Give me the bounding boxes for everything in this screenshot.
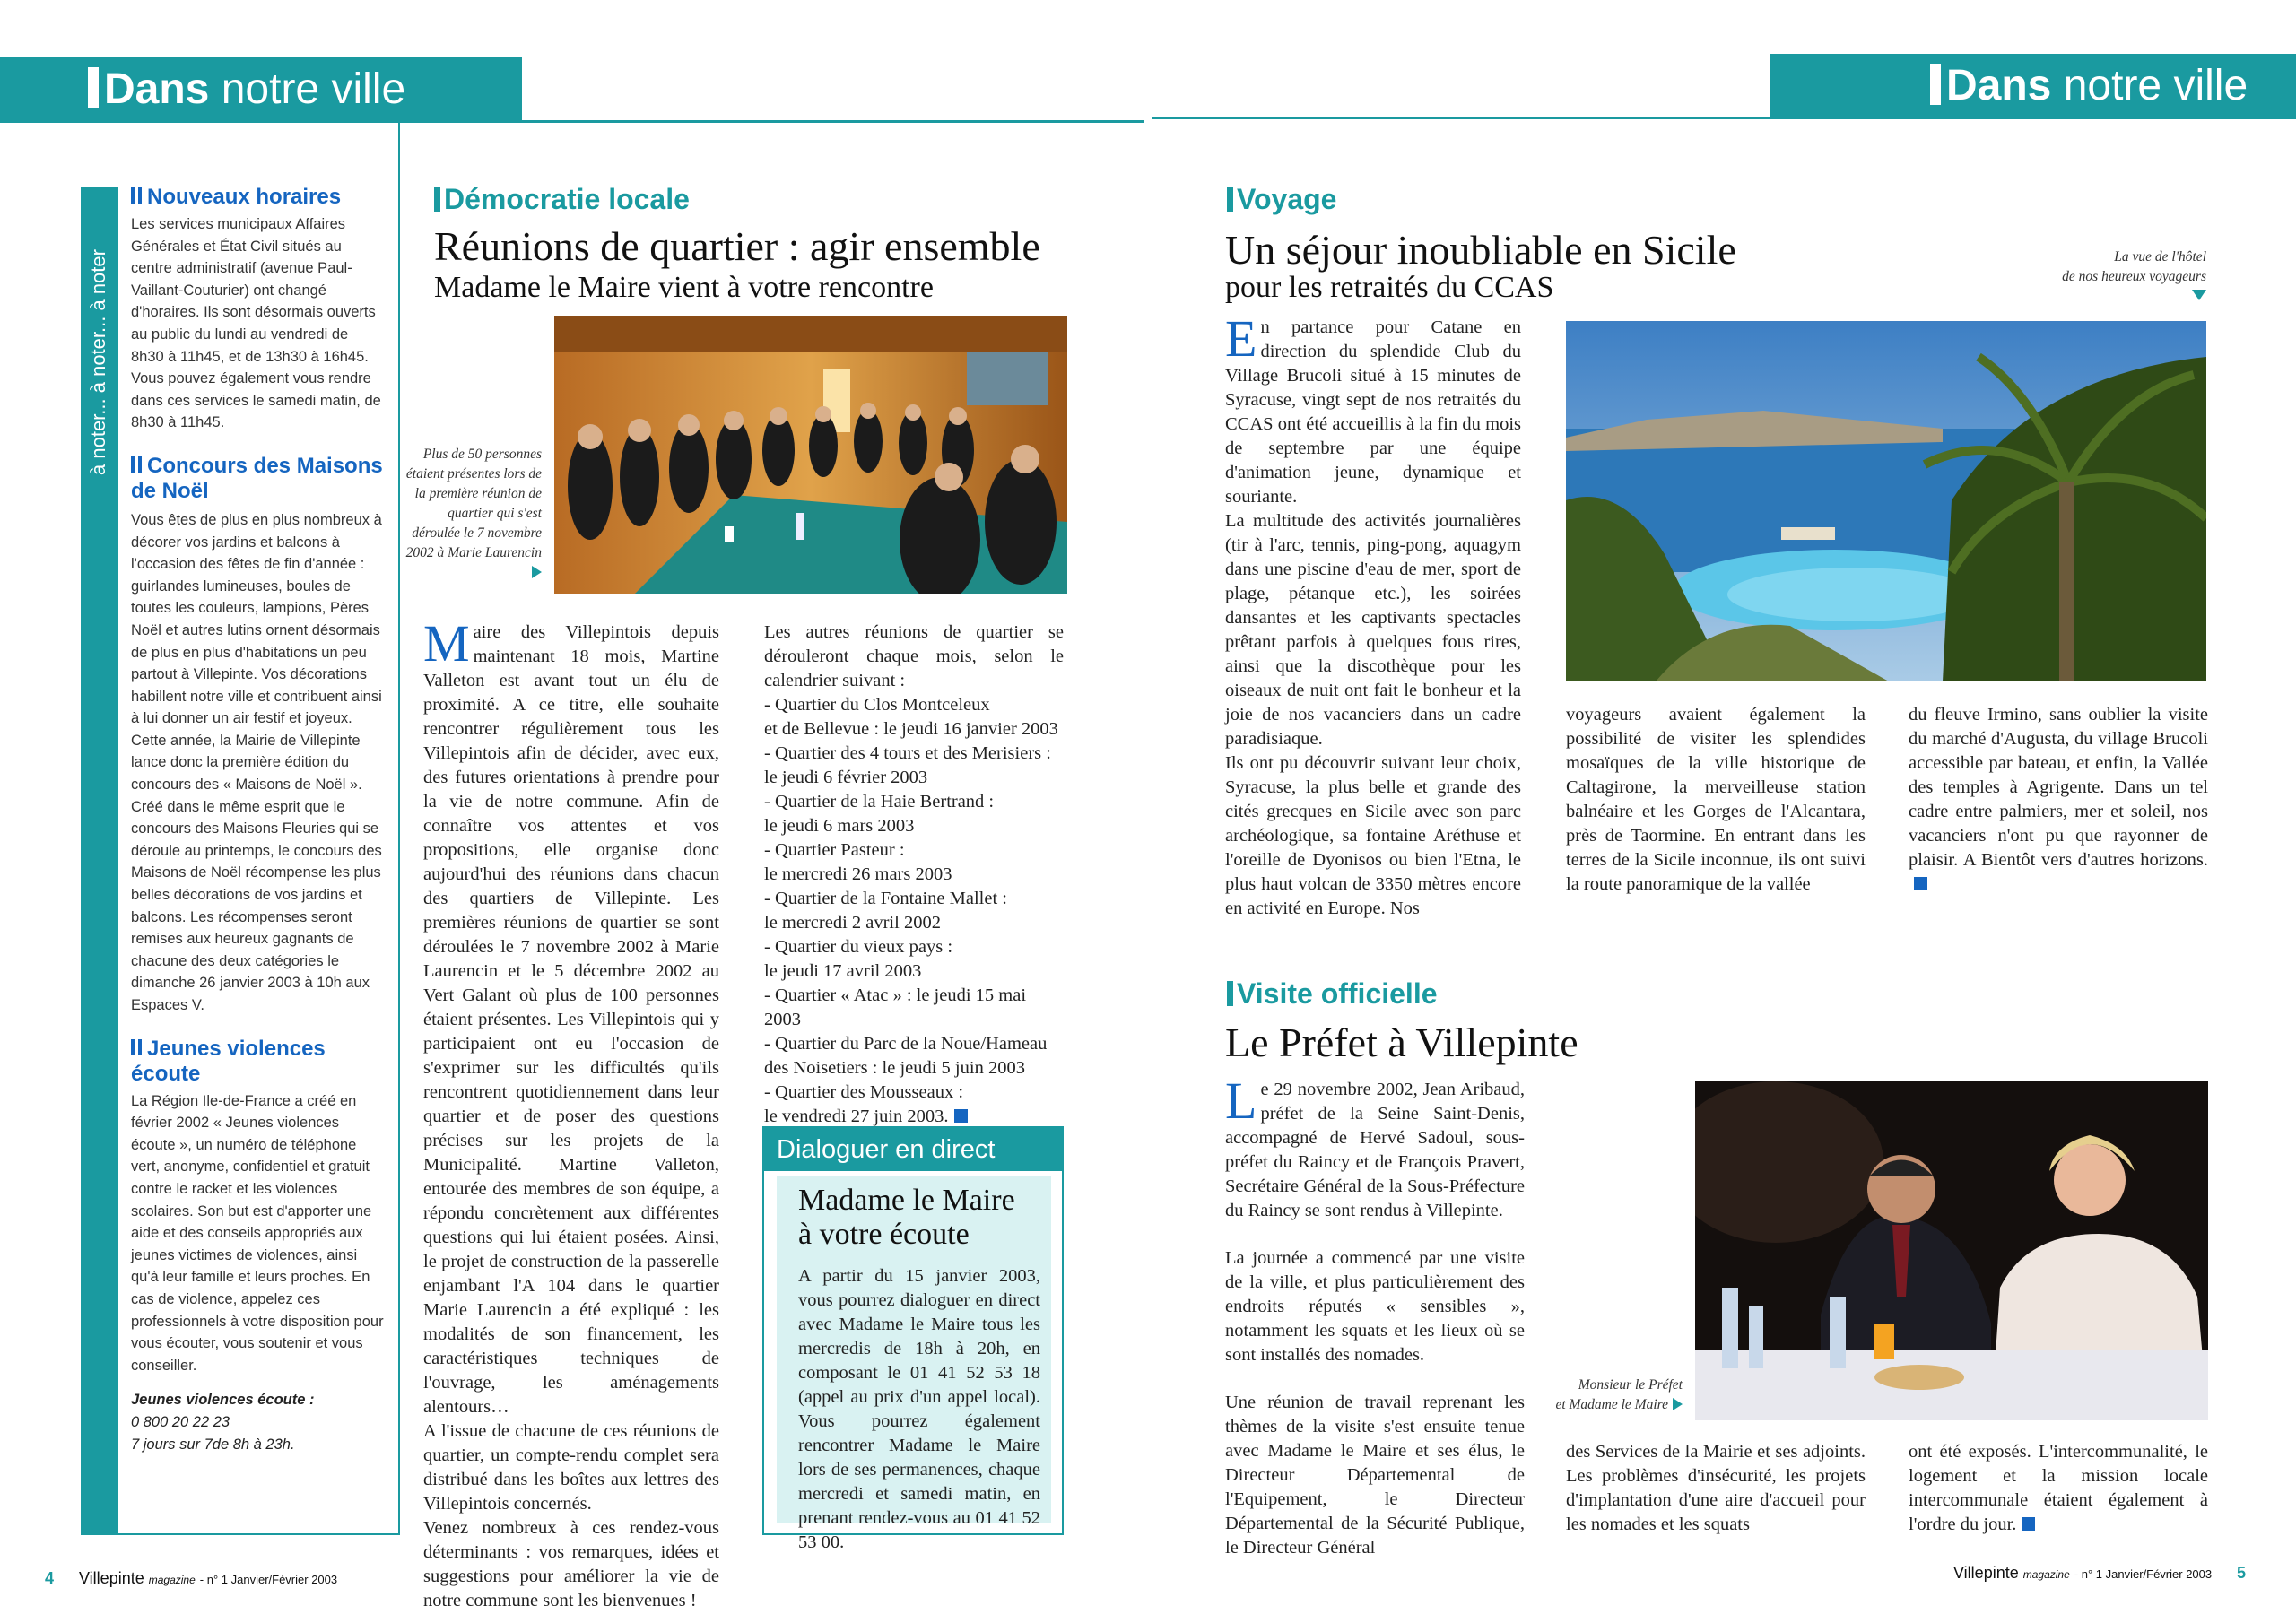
visite-col3: ont été exposés. L'intercommunalité, le logement et la mission locale intercommunale étaient également à l'ordre du jour. [1909,1442,2208,1534]
schedule-line: le vendredi 27 juin 2003. [764,1105,1064,1129]
hotel-photo-image [1566,321,2206,681]
voyage-col3: du fleuve Irmino, sans oublier la visite du marché d'Augusta, du village Brucoli accessible par bateau, et enfin, la Vallée des temples à Agrigente. Dans un tel cadre entre palmiers, mer et soleil, nos vacanciers n'ont pu que rayonner de plaisir. A Bientôt vers d'autres horizons. [1909,703,2208,897]
schedule-line: - Quartier Pasteur : [764,840,905,860]
hotline-name: Jeunes violences écoute : [131,1392,315,1409]
sidebar-title-noel: Concours des Maisons de Noël [131,453,383,503]
sidebar-title-horaires: Nouveaux horaires [131,185,384,210]
dropcap-e: E [1225,309,1257,368]
democratie-col2 [764,621,1064,1129]
prefet-photo-image [1695,1081,2208,1420]
schedule-line: le jeudi 6 mars 2003 [764,816,915,836]
caption-arrow-down-icon [2192,290,2206,300]
voyage-col1: En partance pour Catane en direction du splendide Club du Village Brucoli situé à 15 minutes de Syracuse, vingt sept de nos retraités du CCAS ont été accueillis à la fin du mois de septembre par une équipe d'animation jeune, dynamique et souriante. La multitude des activités journalières (tir à l'arc, tennis, ping-pong, aquagym dans une piscine d'eau de mer, sport de plage, pétanque etc.), les soirées dansantes et les captivants spectacles prêtant parfois à quelques fous rires, ainsi que la discothèque pour les oiseaux de nuit ont fait le bonheur et la joie de nos vacanciers dans un cadre paradisiaque. Ils ont pu découvrir suivant leur choix, Syracuse, la plus belle et grande des cités grecques en Sicile avec son parc archéologique, sa fontaine Aréthuse et l'oreille de Dyonisos ou bien l'Etna, le plus haut volcan de 3350 mètres encore en activité en Europe. Nos [1225,309,1521,918]
dropcap-m: M [423,614,470,673]
dialogue-inner [777,1176,1051,1552]
schedule-line: - Quartier de la Haie Bertrand : [764,792,995,812]
hotline-hours: 7 jours sur 7de 8h à 23h. [131,1436,295,1453]
visite-headline: Le Préfet à Villepinte [1225,1020,1578,1065]
meeting-photo-caption: Plus de 50 personnes étaient présentes lors de la première réunion de quartier qui s'est déroulée le 7 novembre 2002 à Marie Laurencin [402,445,542,583]
sidebar-content [131,185,384,1455]
democratie-col1: Maire des Villepintois depuis maintenant 18 mois, Martine Valleton est avant tout un élu de proximité. A ce titre, elle souhaite rencontrer régulièrement tous les Villepintois afin de décider, avec eux, des futures orientations à prendre pour la vie de notre commune. Afin de connaître vos attentes et vos propositions, elle organise donc aujourd'hui des réunions dans chacun des quartiers de Villepinte. Les premières réunions de quartier se sont déroulées le 7 novembre 2002 à Marie Laurencin et le 5 décembre 2002 au Vert Galant où plus de 100 personnes étaient présentes. Les Villepintois qui y participaient ont eu l'occasion de s'exprimer sur les difficultés qu'ils rencontrent quotidiennement dans leur quartier et de poser des questions précises sur les projets de la Municipalité. Martine Valleton, entourée des membres de son équipe, a répondu concrètement aux différentes questions qui lui étaient posées. Ainsi, le projet de construction de la passerelle enjambant l'A 104 dans le quartier Marie Laurencin a été expliqué : les modalités de son financement, les caractéristiques techniques de l'ouvrage, les aménagements alentours… A l'issue de chacune de ces réunions de quartier, un compte-rendu complet sera distribué dans les boîtes aux lettres des Villepintois concernés. Venez nombreux à ces rendez-vous déterminants : vos remarques, idées et suggestions pour améliorer la vie de notre commune sont les bienvenues ! [423,614,719,1610]
right-header-rule [1152,117,2296,119]
schedule-line: des Noisetiers : le jeudi 5 juin 2003 [764,1058,1025,1078]
voyage-subhead: pour les retraités du CCAS [1225,271,1554,304]
hotel-photo [1566,321,2206,681]
schedule-intro: Les autres réunions de quartier se dérouleront chaque mois, selon le calendrier suivant : [764,622,1064,690]
schedule-line: le mercredi 26 mars 2003 [764,864,952,884]
right-page-number: 5 [2237,1564,2247,1582]
schedule-line: le jeudi 17 avril 2003 [764,961,922,981]
dialogue-label: Dialoguer en direct [764,1128,1062,1171]
democratie-headline: Réunions de quartier : agir ensemble [434,223,1040,269]
schedule-line: - Quartier du Parc de la Noue/Hameau [764,1034,1048,1054]
section-democratie: Démocratie locale [434,183,690,216]
prefet-photo [1695,1081,2208,1420]
dialogue-box [762,1126,1064,1552]
section-voyage: Voyage [1227,183,1336,216]
schedule-line: - Quartier du Clos Montceleux [764,695,990,715]
sidebar-text-noel: Vous êtes de plus en plus nombreux à décorer vos jardins et balcons à l'occasion des fêtes de fin d'année : guirlandes lumineuses, boules de toutes les couleurs, lampions, Pères Noël et autres lutins ornent désormais de plus en plus d'habitations un peu partout à Villepinte. Vos décorations habillent notre ville et contribuent ainsi à lui donner un air festif et joyeux. Cette année, la Mairie de Villepinte lance donc la première édition du concours des « Maisons de Noël ». Créé dans le même esprit que le concours des Maisons Fleuries qui se déroule au printemps, le concours des Maisons de Noël récompense les plus belles décorations de vos jardins et balcons. Les récompenses seront remises aux heureux gagnants de chacune des deux catégories le dimanche 26 janvier 2003 à 10h aux Espaces V. [131,511,382,1013]
end-mark-icon [1914,877,1927,890]
end-mark-icon [954,1109,968,1123]
section-visite: Visite officielle [1227,977,1438,1011]
schedule-line: - Quartier des 4 tours et des Merisiers : [764,743,1051,763]
dialogue-title-1: Madame le Maire [798,1184,1015,1217]
header-mark [88,67,99,108]
meeting-photo [554,316,1067,594]
left-footer: Villepinte magazine - n° 1 Janvier/Février 2003 [79,1569,338,1587]
sidebar-title-jeunes: Jeunes violences écoute [131,1036,326,1086]
sidebar-text-jeunes: La Région Ile-de-France a créé en février 2002 « Jeunes violences écoute », un numéro de téléphone vert, anonyme, confidentiel et gratuit contre le racket et les violences scolaires. Son but est d'apporter une aide et des conseils appropriés aux jeunes victimes de violences, ainsi qu'à leur famille et leurs proches. En cas de violence, appelez ces professionnels à votre disposition pour vous écouter, vous soutenir et vous conseiller. [131,1092,384,1374]
sidebar-text-horaires: Les services municipaux Affaires Générales et État Civil situés au centre administratif (avenue Paul-Vaillant-Couturier) ont changé d'horaires. Ils sont désormais ouverts au public du lundi au vendredi de 8h30 à 11h45, et de 13h30 à 16h45. Vous pouvez également vous rendre dans ces services le samedi matin, de 8h30 à 11h45. [131,216,381,431]
meeting-photo-image [554,316,1067,594]
visite-col1: Le 29 novembre 2002, Jean Aribaud, préfet de la Seine Saint-Denis, accompagné de Hervé Sadoul, sous-préfet du Raincy et de François Pravert, Secrétaire Général de la Sous-Préfecture du Raincy se sont rendus à Villepinte. La journée a commencé par une visite de la ville, et plus particulièrement des endroits réputés « sensibles », notamment les squats et les lieux où se sont installés des nomades. Une réunion de travail reprenant les thèmes de la visite s'est ensuite tenue avec Madame le Maire et ses élus, le Directeur Départemental de l'Equipement, le Directeur Départemental de la Sécurité Publique, le Directeur Général [1225,1072,1525,1558]
schedule-line: - Quartier du vieux pays : [764,937,953,957]
dialogue-text: A partir du 15 janvier 2003, vous pourrez dialoguer en direct avec Madame le Maire tous les mercredis de 18h à 20h, en composant le 01 41 52 53 18 (appel au prix d'un appel local). Vous pourrez également rencontrer Madame le Maire lors de ses permanences, chaque mercredi et samedi matin, en prenant rendez-vous au 01 41 52 53 00. [798,1266,1040,1552]
voyage-col2: voyageurs avaient également la possibilité de visiter les splendides mosaïques de la ville historique de Caltagirone, la merveilleuse station balnéaire et les Gorges de l'Alcantara, près de Taormine. En entrant dans les terres de la Sicile inconnue, ils ont suivi la route panoramique de la vallée [1566,705,1866,894]
schedule-line: le jeudi 6 février 2003 [764,768,928,787]
end-mark-icon [2022,1517,2035,1531]
dialogue-title-2: à votre écoute [798,1218,970,1251]
democratie-subhead: Madame le Maire vient à votre rencontre [434,271,934,304]
header-mark [1930,64,1941,105]
schedule-line: - Quartier des Mousseaux : [764,1082,964,1102]
caption-arrow-icon [1673,1398,1683,1410]
right-header-title: Dans notre ville [1930,54,2248,118]
visite-col2: des Services de la Mairie et ses adjoints. Les problèmes d'insécurité, les projets d'implantation d'une aire d'accueil pour les nomades et les squats [1566,1442,1866,1534]
schedule-line: et de Bellevue : le jeudi 16 janvier 2003 [764,719,1058,739]
dropcap-l: L [1225,1072,1257,1130]
schedule-line: - Quartier « Atac » : le jeudi 15 mai 2003 [764,985,1027,1029]
caption-arrow-icon [532,566,542,578]
left-header-title: Dans notre ville [88,57,405,122]
hotel-photo-caption: La vue de l'hôtel de nos heureux voyageurs [1964,247,2206,307]
schedule-line: le mercredi 2 avril 2002 [764,913,941,933]
prefet-photo-caption: Monsieur le Préfet et Madame le Maire [1555,1377,1683,1412]
left-page-number: 4 [45,1569,55,1587]
right-footer: Villepinte magazine - n° 1 Janvier/Février 2003 [1953,1564,2213,1582]
sidebar-vertical-label: à noter... à noter... à noter [87,249,109,475]
schedule-line: - Quartier de la Fontaine Mallet : [764,889,1007,908]
hotline-number: 0 800 20 22 23 [131,1413,230,1430]
voyage-headline: Un séjour inoubliable en Sicile [1225,227,1736,273]
